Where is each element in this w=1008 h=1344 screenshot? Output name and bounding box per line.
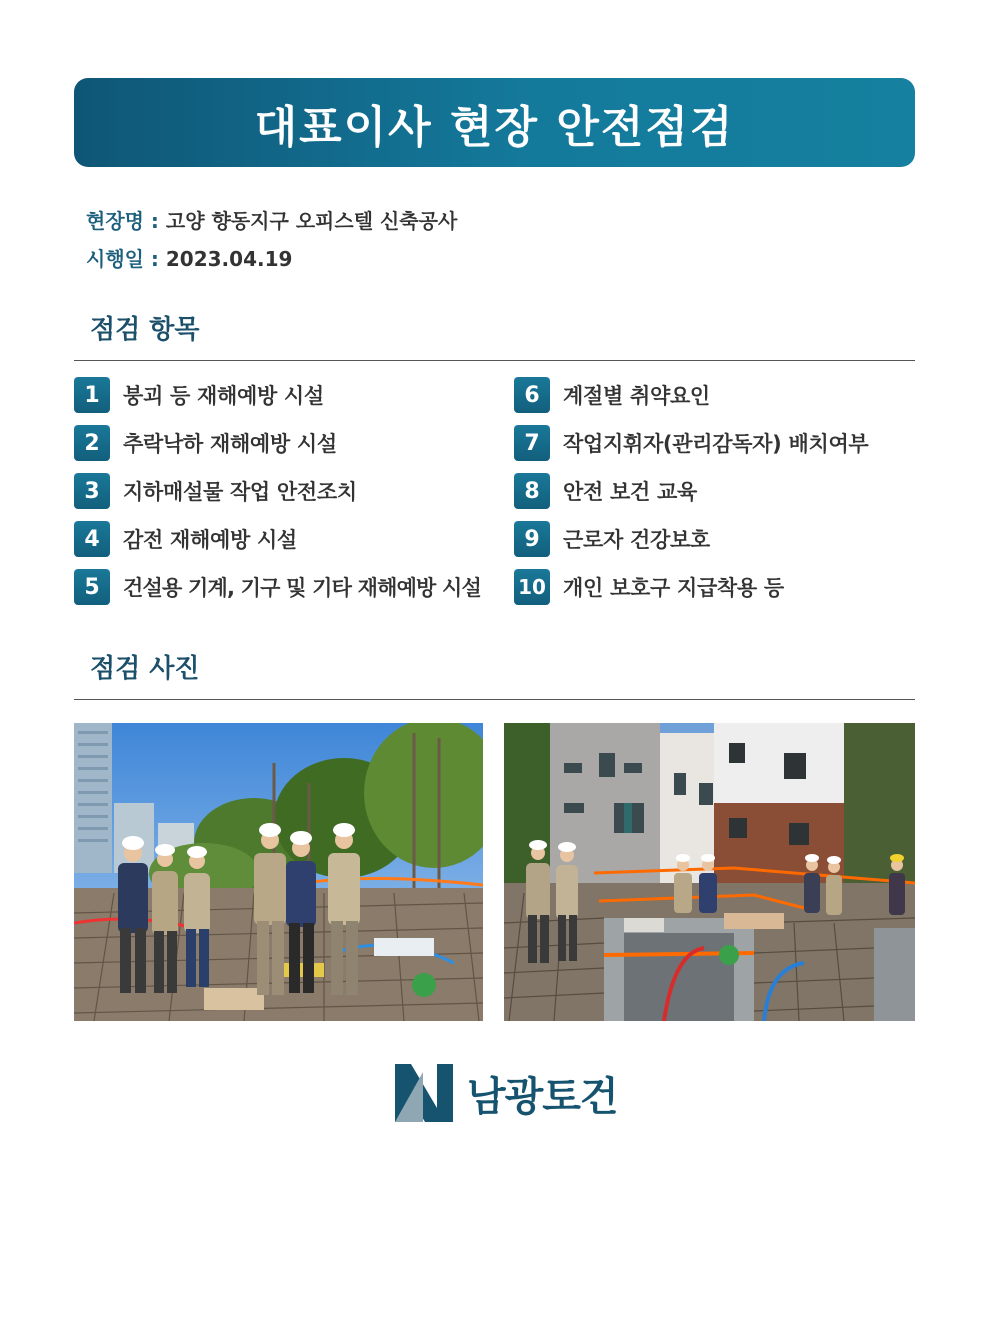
photos-divider: [74, 699, 915, 700]
inspection-item-7: [514, 425, 868, 461]
item-number-badge: 1: [74, 377, 110, 413]
item-label: 감전 재해예방 시설: [123, 528, 297, 552]
item-number-badge: 7: [514, 425, 550, 461]
inspection-photo-2: [504, 723, 915, 1021]
inspection-item-5: [74, 569, 481, 605]
inspection-item-9: [514, 521, 710, 557]
site-name-line: [86, 205, 457, 234]
date-value: 2023.04.19: [165, 247, 293, 271]
item-number-badge: 2: [74, 425, 110, 461]
item-number-badge: 9: [514, 521, 550, 557]
inspection-photo-1: [74, 723, 483, 1021]
company-logo-mark-icon: [393, 1062, 455, 1124]
page-title: 대표이사 현장 안전점검: [254, 101, 735, 153]
inspection-item-10: [514, 569, 784, 605]
item-number-badge: 8: [514, 473, 550, 509]
item-number-badge: 4: [74, 521, 110, 557]
item-label: 개인 보호구 지급착용 등: [563, 576, 784, 600]
item-label: 안전 보건 교육: [563, 480, 697, 504]
site-name-label: 현장명 :: [86, 209, 166, 233]
item-number-badge: 5: [74, 569, 110, 605]
item-number-badge: 3: [74, 473, 110, 509]
item-label: 지하매설물 작업 안전조치: [123, 480, 357, 504]
site-name-value: 고양 향동지구 오피스텔 신축공사: [165, 209, 458, 233]
item-label: 작업지휘자(관리감독자) 배치여부: [563, 432, 869, 456]
inspection-divider: [74, 360, 915, 361]
photos-heading: 점검 사진: [90, 654, 200, 684]
inspection-item-3: [74, 473, 357, 509]
item-label: 건설용 기계, 기구 및 기타 재해예방 시설: [123, 576, 482, 600]
item-label: 계절별 취약요인: [563, 384, 710, 408]
company-logo-name: 남광토건: [467, 1073, 618, 1120]
inspection-item-2: [74, 425, 337, 461]
date-line: [86, 243, 292, 272]
item-label: 추락낙하 재해예방 시설: [123, 432, 337, 456]
date-label: 시행일 :: [86, 247, 166, 271]
inspection-item-4: [74, 521, 297, 557]
inspection-item-6: [514, 377, 710, 413]
item-label: 근로자 건강보호: [563, 528, 710, 552]
title-banner: [74, 78, 915, 167]
inspection-heading: 점검 항목: [90, 315, 200, 345]
inspection-item-8: [514, 473, 697, 509]
item-number-badge: 10: [514, 569, 550, 605]
item-label: 붕괴 등 재해예방 시설: [123, 384, 324, 408]
inspection-item-1: [74, 377, 324, 413]
item-number-badge: 6: [514, 377, 550, 413]
company-logo: [393, 1060, 623, 1126]
